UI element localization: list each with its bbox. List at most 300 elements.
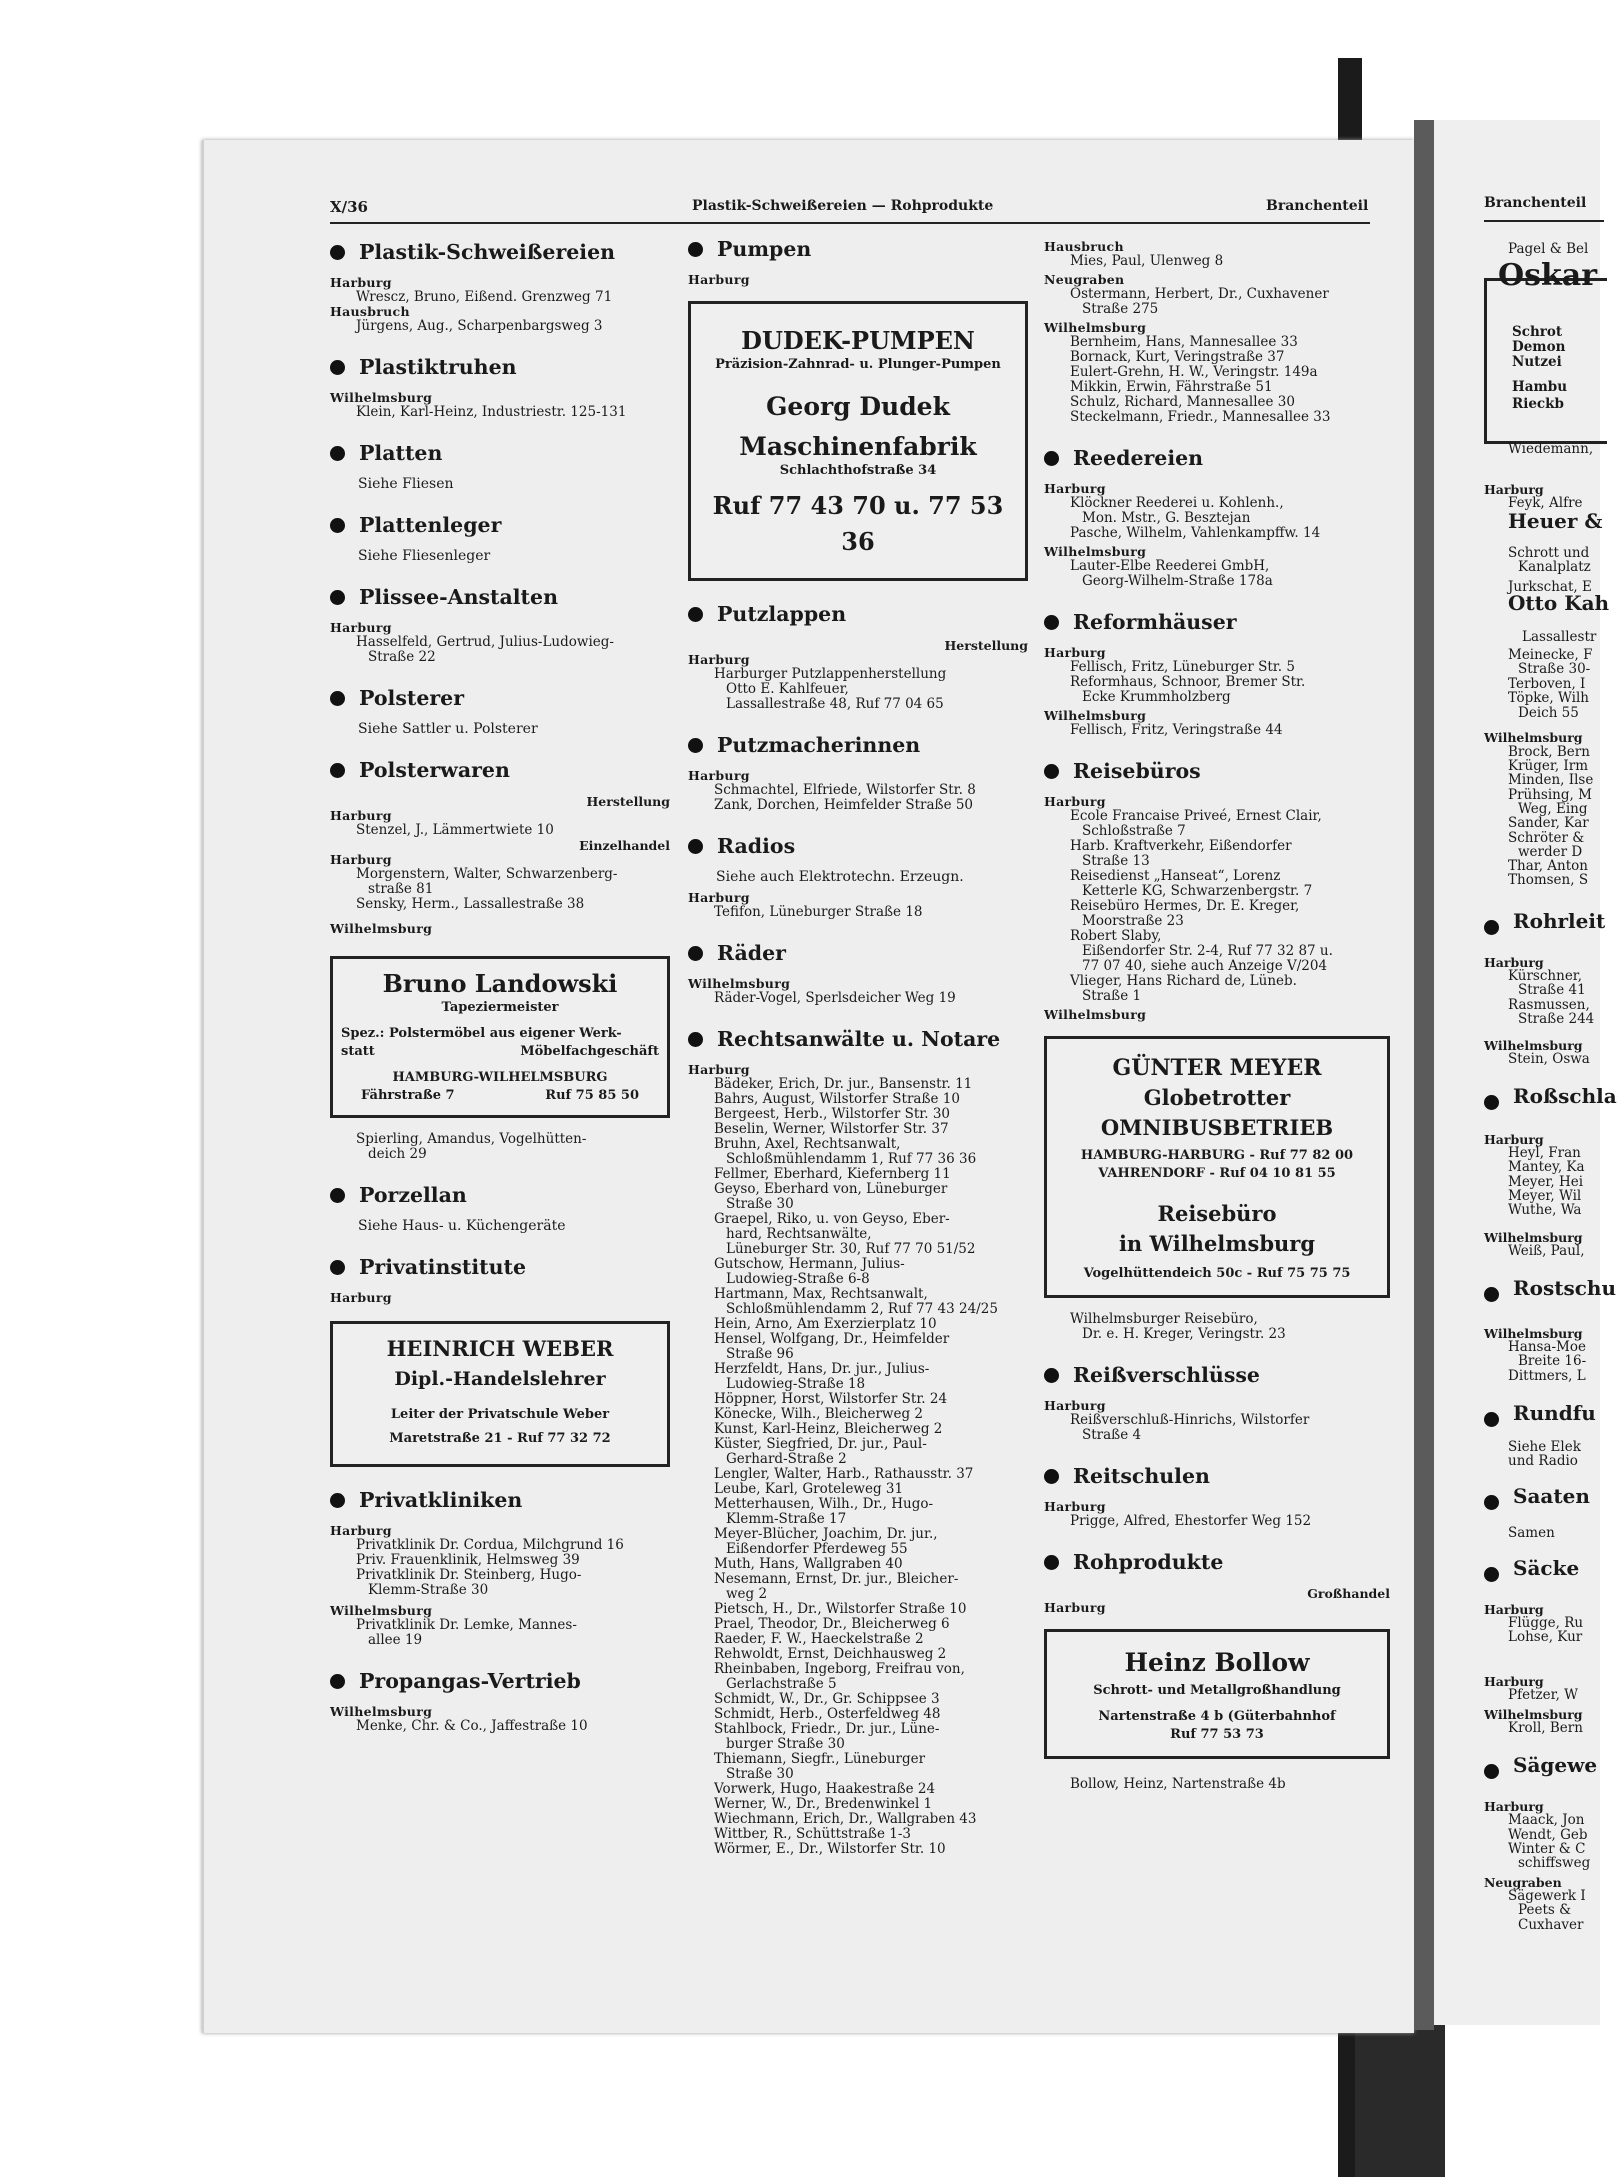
entry: Fellisch, Fritz, Veringstraße 44 — [1070, 722, 1283, 738]
adjacent-entry: Siehe Elek — [1508, 1439, 1581, 1455]
entry-continued: Straße 1 — [1082, 988, 1142, 1004]
heading-plastiktruhen: Plastiktruhen — [330, 360, 670, 375]
heading-rechtsanwaelte: Rechtsanwälte u. Notare — [688, 1032, 1028, 1047]
entry-continued: Eißendorfer Pferdeweg 55 — [726, 1541, 908, 1557]
adjacent-entry: Breite 16- — [1518, 1353, 1587, 1369]
bullet-icon — [1044, 1368, 1059, 1383]
adjacent-entry: Meyer, Hei — [1508, 1174, 1584, 1190]
adjacent-entry: Dittmers, L — [1508, 1368, 1586, 1384]
bottom-binding-shadow — [1355, 2010, 1445, 2177]
entry: Eulert-Grehn, H. W., Veringstr. 149a — [1070, 364, 1318, 380]
place-label: Wilhelmsburg — [1044, 320, 1147, 335]
bullet-icon — [1044, 615, 1059, 630]
entry: Höppner, Horst, Wilstorfer Str. 24 — [714, 1391, 948, 1407]
bullet-icon — [1484, 1095, 1499, 1110]
entry-continued: Straße 22 — [368, 649, 436, 665]
place-label: Neugraben — [1044, 272, 1125, 287]
place-label: Wilhelmsburg — [330, 1603, 433, 1618]
ad-phone: Ruf 75 85 50 — [545, 1088, 639, 1103]
bullet-icon — [1484, 1095, 1513, 1110]
entry: Schmachtel, Elfriede, Wilstorfer Str. 8 — [714, 782, 976, 798]
entry: Stenzel, J., Lämmertwiete 10 — [356, 822, 554, 838]
adjacent-entry: schiffsweg — [1518, 1855, 1591, 1871]
entry: Graepel, Riko, u. von Geyso, Eber- — [714, 1211, 950, 1227]
entry-continued: Schloßmühlendamm 2, Ruf 77 43 24/25 — [726, 1301, 998, 1317]
ad-line: statt — [341, 1044, 375, 1059]
entry: Ecole Francaise Priveé, Ernest Clair, — [1070, 808, 1322, 824]
entry-continued: Straße 96 — [726, 1346, 794, 1362]
entry: Ostermann, Herbert, Dr., Cuxhavener — [1070, 286, 1329, 302]
entry-continued: Moorstraße 23 — [1082, 913, 1184, 929]
place-label: Wilhelmsburg — [330, 1704, 433, 1719]
ad-line: in Wilhelmsburg — [1118, 1231, 1316, 1256]
entry: Harb. Kraftverkehr, Eißendorfer — [1070, 838, 1292, 854]
entry: Prigge, Alfred, Ehestorfer Weg 152 — [1070, 1513, 1312, 1529]
adjacent-place-label: Neugraben — [1484, 1875, 1562, 1890]
entry: Reisebüro Hermes, Dr. E. Kreger, — [1070, 898, 1300, 914]
bullet-icon — [1484, 1764, 1513, 1779]
entry-continued: Ecke Krummholzberg — [1082, 689, 1231, 705]
ad-line: HAMBURG-WILHELMSBURG — [392, 1070, 608, 1085]
adjacent-entry: Jurkschat, E — [1508, 579, 1592, 595]
entry: Metterhausen, Wilh., Dr., Hugo- — [714, 1496, 934, 1512]
adjacent-entry: Samen — [1508, 1525, 1555, 1541]
entry: Vorwerk, Hugo, Haakestraße 24 — [714, 1781, 936, 1797]
adjacent-entry: Stein, Oswa — [1508, 1051, 1590, 1067]
adjacent-entry: Brock, Bern — [1508, 744, 1590, 760]
adjacent-entry: Prühsing, M — [1508, 787, 1592, 803]
ad-phone: HAMBURG-HARBURG - Ruf 77 82 00 — [1080, 1148, 1354, 1163]
entry: Zank, Dorchen, Heimfelder Straße 50 — [714, 797, 974, 813]
entry-continued: Dr. e. H. Kreger, Veringstr. 23 — [1082, 1326, 1286, 1342]
entry: Privatklinik Dr. Steinberg, Hugo- — [356, 1567, 582, 1583]
advertisement-bollow — [1044, 1629, 1390, 1759]
entry: Schmidt, W., Dr., Gr. Schippsee 3 — [714, 1691, 940, 1707]
ad-phone: Maretstraße 21 - Ruf 77 32 72 — [389, 1431, 611, 1446]
place-label: Harburg — [1044, 794, 1106, 809]
entry: Schulz, Richard, Mannesallee 30 — [1070, 394, 1295, 410]
adjacent-entry: Winter & C — [1508, 1841, 1586, 1857]
adjacent-entry: Cuxhaver — [1518, 1917, 1584, 1933]
adjacent-entry: Pfetzer, W — [1508, 1687, 1579, 1703]
heading-polsterwaren: Polsterwaren — [330, 763, 670, 778]
adjacent-entry: Peets & — [1518, 1902, 1572, 1918]
see-reference: Siehe Fliesen — [358, 476, 454, 492]
place-label: Harburg — [1044, 481, 1106, 496]
adjacent-entry: Mantey, Ka — [1508, 1159, 1585, 1175]
place-label: Wilhelmsburg — [688, 976, 791, 991]
entry: Wiechmann, Erich, Dr., Wallgraben 43 — [714, 1811, 977, 1827]
entry: Muth, Hans, Wallgraben 40 — [714, 1556, 903, 1572]
ad-address: Nartenstraße 4 b (Güterbahnhof — [1098, 1709, 1336, 1724]
entry: Lengler, Walter, Harb., Rathausstr. 37 — [714, 1466, 974, 1482]
bullet-icon — [330, 1188, 345, 1203]
entry-continued: Gerhard-Straße 2 — [726, 1451, 847, 1467]
adjacent-place-label: Wilhelmsburg — [1484, 730, 1583, 745]
entry: Schmidt, Herb., Osterfeldweg 48 — [714, 1706, 941, 1722]
entry: Hensel, Wolfgang, Dr., Heimfelder — [714, 1331, 950, 1347]
heading-reitschulen: Reitschulen — [1044, 1469, 1390, 1484]
adjacent-entry: Lassallestr — [1522, 629, 1597, 645]
entry: Beselin, Werner, Wilstorfer Str. 37 — [714, 1121, 949, 1137]
adjacent-heading: Rohrleit — [1513, 909, 1606, 933]
entry: Hartmann, Max, Rechtsanwalt, — [714, 1286, 928, 1302]
bullet-icon — [688, 946, 703, 961]
entry: Herzfeldt, Hans, Dr. jur., Julius- — [714, 1361, 930, 1377]
adjacent-place-label: Nutzei — [1512, 354, 1562, 370]
ad-address: Schlachthofstraße 34 — [779, 463, 937, 478]
entry: Harburger Putzlappenherstellung — [714, 666, 947, 682]
entry-continued: burger Straße 30 — [726, 1736, 845, 1752]
ad-address: Fährstraße 7 — [361, 1088, 455, 1103]
adjacent-place-label: Harburg — [1484, 1602, 1544, 1617]
page-header-title: Plastik-Schweißereien — Rohprodukte — [692, 198, 994, 214]
entry: Menke, Chr. & Co., Jaffestraße 10 — [356, 1718, 588, 1734]
entry: Wrescz, Bruno, Eißend. Grenzweg 71 — [356, 289, 613, 305]
place-label: Harburg — [330, 808, 392, 823]
entry: Bollow, Heinz, Nartenstraße 4b — [1070, 1776, 1286, 1792]
ad-name: HEINRICH WEBER — [386, 1336, 614, 1361]
heading-putzmacherinnen: Putzmacherinnen — [688, 738, 1028, 753]
ad-name: Heinz Bollow — [1124, 1648, 1310, 1677]
heading-plattenleger: Plattenleger — [330, 518, 670, 533]
bullet-icon — [330, 245, 345, 260]
entry: Nesemann, Ernst, Dr. jur., Bleicher- — [714, 1571, 959, 1587]
bullet-icon — [1484, 1495, 1499, 1510]
entry-continued: Straße 275 — [1082, 301, 1159, 317]
place-label: Wilhelmsburg — [330, 921, 433, 936]
adjacent-entry: Meyer, Wil — [1508, 1188, 1582, 1204]
adjacent-entry: Thar, Anton — [1508, 858, 1588, 874]
entry: Pasche, Wilhelm, Vahlenkampffw. 14 — [1070, 525, 1321, 541]
adjacent-entry: Schröter & — [1508, 830, 1585, 846]
wilhelmsburg-list — [1044, 335, 1390, 425]
place-label: Harburg — [688, 1062, 750, 1077]
entry: Wörmer, E., Dr., Wilstorfer Str. 10 — [714, 1841, 946, 1857]
adjacent-place-label: Harburg — [1484, 1799, 1544, 1814]
ad-line: Reisebüro — [1157, 1201, 1277, 1226]
place-label: Harburg — [688, 652, 750, 667]
adjacent-entry: Thomsen, S — [1508, 872, 1589, 888]
bullet-icon — [1484, 1764, 1499, 1779]
heading-reisebueros: Reisebüros — [1044, 764, 1390, 779]
heading-reissverschluesse: Reißverschlüsse — [1044, 1368, 1390, 1383]
see-reference: Siehe auch Elektrotechn. Erzeugn. — [716, 869, 964, 885]
bullet-icon — [1484, 1412, 1513, 1427]
bullet-icon — [1044, 764, 1059, 779]
place-label: Harburg — [1044, 1600, 1106, 1615]
bullet-icon — [1484, 1567, 1513, 1582]
adjacent-entry: Hansa-Moe — [1508, 1339, 1586, 1355]
entry: Mikkin, Erwin, Fährstraße 51 — [1070, 379, 1273, 395]
entry-continued: hard, Rechtsanwälte, — [726, 1226, 872, 1242]
entry: Privatklinik Dr. Lemke, Mannes- — [356, 1617, 577, 1633]
entry: Bornack, Kurt, Veringstraße 37 — [1070, 349, 1285, 365]
entry: Leube, Karl, Groteleweg 31 — [714, 1481, 904, 1497]
entry: Könecke, Wilh., Bleicherweg 2 — [714, 1406, 923, 1422]
bullet-icon — [1044, 1469, 1059, 1484]
entry-continued: Straße 13 — [1082, 853, 1150, 869]
adjacent-entry: Oskar — [1498, 258, 1598, 293]
adjacent-header-rule — [1484, 220, 1604, 222]
heading-raeder: Räder — [688, 946, 1028, 961]
entry: Thiemann, Siegfr., Lüneburger — [714, 1751, 926, 1767]
adjacent-place-label: Demon — [1512, 339, 1566, 355]
place-label: Hausbruch — [330, 304, 410, 319]
heading-propangas-vertrieb: Propangas-Vertrieb — [330, 1674, 670, 1689]
ad-line: OMNIBUSBETRIEB — [1100, 1115, 1334, 1140]
ad-name: DUDEK-PUMPEN — [741, 326, 975, 355]
adjacent-entry: Sägewerk I — [1508, 1888, 1586, 1904]
entry-continued: Straße 4 — [1082, 1427, 1142, 1443]
entry: Rheinbaben, Ingeborg, Freifrau von, — [714, 1661, 965, 1677]
bullet-icon — [1484, 1412, 1499, 1427]
ad-line: Tapeziermeister — [441, 1000, 559, 1015]
entry: Jürgens, Aug., Scharpenbargsweg 3 — [356, 318, 603, 334]
column-3 — [1044, 240, 1390, 1792]
adjacent-entry: Straße 41 — [1518, 982, 1586, 998]
adjacent-place-label: Harburg — [1484, 955, 1544, 970]
entry: Reißverschluß-Hinrichs, Wilstorfer — [1070, 1412, 1310, 1428]
bullet-icon — [1484, 1495, 1513, 1510]
adjacent-entry: Kürschner, — [1508, 968, 1583, 984]
see-reference: Siehe Haus- u. Küchengeräte — [358, 1218, 566, 1234]
entry-continued: Schloßstraße 7 — [1082, 823, 1186, 839]
entry: Reformhaus, Schnoor, Bremer Str. — [1070, 674, 1306, 690]
lawyers-list — [688, 1077, 1028, 1857]
entry-continued: Ludowieg-Straße 18 — [726, 1376, 866, 1392]
adjacent-place-label: Rieckb — [1512, 396, 1564, 412]
page-number: X/36 — [330, 198, 368, 216]
adjacent-place-label: Harburg — [1484, 1674, 1544, 1689]
entry-continued: allee 19 — [368, 1632, 423, 1648]
heading-radios: Radios — [688, 839, 1028, 854]
entry-continued: Straße 30 — [726, 1766, 794, 1782]
entry: Reisedienst „Hanseat“, Lorenz — [1070, 868, 1281, 884]
bullet-icon — [688, 738, 703, 753]
entry: Wilhelmsburger Reisebüro, — [1070, 1311, 1258, 1327]
heading-privatinstitute: Privatinstitute — [330, 1260, 670, 1275]
place-label: Harburg — [688, 768, 750, 783]
place-label: Harburg — [1044, 1499, 1106, 1514]
ad-line: Globetrotter — [1143, 1085, 1291, 1110]
place-label: Harburg — [688, 890, 750, 905]
ad-line: Präzision-Zahnrad- u. Plunger-Pumpen — [715, 357, 1001, 372]
adjacent-entry: Weg, Eing — [1518, 801, 1588, 817]
adjacent-entry: Deich 55 — [1518, 705, 1579, 721]
entry: Gutschow, Hermann, Julius- — [714, 1256, 905, 1272]
ad-name: Bruno Landowski — [382, 969, 618, 998]
entry: Küster, Siegfried, Dr. jur., Paul- — [714, 1436, 927, 1452]
advertisement-weber — [330, 1321, 670, 1467]
entry: Priv. Frauenklinik, Helmsweg 39 — [356, 1552, 580, 1568]
ad-phone: Ruf 77 43 70 u. 77 53 36 — [712, 491, 1004, 556]
adjacent-entry: Sander, Kar — [1508, 815, 1589, 831]
entry: Stahlbock, Friedr., Dr. jur., Lüne- — [714, 1721, 940, 1737]
adjacent-entry: Wiedemann, — [1508, 441, 1594, 457]
adjacent-place-label: Harburg — [1484, 1132, 1544, 1147]
heading-rohprodukte: Rohprodukte — [1044, 1555, 1390, 1570]
column-1 — [330, 240, 670, 1734]
adjacent-place-label: Wilhelmsburg — [1484, 1038, 1583, 1053]
adjacent-place-label: Wilhelmsburg — [1484, 1707, 1583, 1722]
adjacent-entry: Kanalplatz — [1518, 559, 1591, 575]
entry: Spierling, Amandus, Vogelhütten- — [356, 1131, 587, 1147]
entry: Fellisch, Fritz, Lüneburger Str. 5 — [1070, 659, 1295, 675]
entry: Morgenstern, Walter, Schwarzenberg- — [356, 866, 618, 882]
adjacent-entry: Rasmussen, — [1508, 997, 1590, 1013]
bullet-icon — [330, 1493, 345, 1508]
bullet-icon — [330, 691, 345, 706]
entry-continued: Klemm-Straße 30 — [368, 1582, 489, 1598]
adjacent-section-label: Branchenteil — [1484, 195, 1587, 211]
advertisement-landowski — [330, 956, 670, 1118]
ad-name: Georg Dudek — [766, 392, 950, 421]
entry: Klein, Karl-Heinz, Industriestr. 125-131 — [356, 404, 627, 420]
place-label: Harburg — [330, 275, 392, 290]
heading-polsterer: Polsterer — [330, 691, 670, 706]
bullet-icon — [688, 242, 703, 257]
bullet-icon — [330, 763, 345, 778]
adjacent-entry: Lohse, Kur — [1508, 1629, 1583, 1645]
entry-continued: Klemm-Straße 17 — [726, 1511, 847, 1527]
bullet-icon — [1484, 1287, 1513, 1302]
business-type-label: Herstellung — [586, 794, 670, 809]
entry-continued: straße 81 — [368, 881, 434, 897]
heading-porzellan: Porzellan — [330, 1188, 670, 1203]
ad-line: Spez.: Polstermöbel aus eigener Werk- — [341, 1026, 622, 1041]
bullet-icon — [688, 839, 703, 854]
adjacent-place-label: Hambu — [1512, 379, 1568, 395]
advertisement-dudek — [688, 301, 1028, 581]
entry-continued: Georg-Wilhelm-Straße 178a — [1082, 573, 1273, 589]
ad-phone: Ruf 77 53 73 — [1170, 1727, 1264, 1742]
ad-name: GÜNTER MEYER — [1112, 1055, 1322, 1081]
adjacent-heading: Saaten — [1513, 1484, 1590, 1508]
entry: Mies, Paul, Ulenweg 8 — [1070, 253, 1224, 269]
adjacent-entry: Krüger, Irm — [1508, 758, 1589, 774]
heading-reedereien: Reedereien — [1044, 451, 1390, 466]
entry: Wittber, R., Schüttstraße 1-3 — [714, 1826, 911, 1842]
ad-line: Leiter der Privatschule Weber — [390, 1407, 610, 1422]
entry: Fellmer, Eberhard, Kiefernberg 11 — [714, 1166, 951, 1182]
business-type-label: Großhandel — [1307, 1586, 1390, 1601]
entry-continued: 77 07 40, siehe auch Anzeige V/204 — [1082, 958, 1328, 974]
header-rule — [330, 222, 1370, 224]
entry-continued: Ludowieg-Straße 6-8 — [726, 1271, 870, 1287]
entry: Lauter-Elbe Reederei GmbH, — [1070, 558, 1270, 574]
entry: Robert Slaby, — [1070, 928, 1162, 944]
entry-continued: Lüneburger Str. 30, Ruf 77 70 51/52 — [726, 1241, 976, 1257]
bullet-icon — [330, 360, 345, 375]
adjacent-entry: Wendt, Geb — [1508, 1827, 1588, 1843]
entry-continued: Schloßmühlendamm 1, Ruf 77 36 36 — [726, 1151, 977, 1167]
ad-line: Möbelfachgeschäft — [520, 1044, 659, 1059]
place-label: Harburg — [688, 272, 750, 287]
adjacent-place-label: Wilhelmsburg — [1484, 1230, 1583, 1245]
heading-plissee-anstalten: Plissee-Anstalten — [330, 590, 670, 605]
travel-agencies-list — [1044, 809, 1390, 1004]
place-label: Wilhelmsburg — [1044, 708, 1147, 723]
entry-continued: Straße 30 — [726, 1196, 794, 1212]
business-type-label: Herstellung — [944, 638, 1028, 653]
entry: Raeder, F. W., Haeckelstraße 2 — [714, 1631, 924, 1647]
adjacent-heading: Rundfu — [1513, 1401, 1596, 1425]
bullet-icon — [688, 607, 703, 622]
bullet-icon — [330, 518, 345, 533]
entry-continued: Otto E. Kahlfeuer, — [726, 681, 849, 697]
bullet-icon — [1044, 1555, 1059, 1570]
adjacent-heading: Säcke — [1513, 1556, 1580, 1580]
column-2 — [688, 237, 1028, 1857]
entry: Sensky, Herm., Lassallestraße 38 — [356, 896, 585, 912]
advertisement-meyer — [1044, 1036, 1390, 1298]
bullet-icon — [330, 590, 345, 605]
business-type-label: Einzelhandel — [579, 838, 670, 853]
adjacent-entry: Heuer & — [1508, 509, 1603, 533]
heading-reformhaeuser: Reformhäuser — [1044, 615, 1390, 630]
entry: Werner, W., Dr., Bredenwinkel 1 — [714, 1796, 933, 1812]
entry: Pietsch, H., Dr., Wilstorfer Straße 10 — [714, 1601, 967, 1617]
entry: Bädeker, Erich, Dr. jur., Bansenstr. 11 — [714, 1076, 973, 1092]
bullet-icon — [330, 1260, 345, 1275]
heading-plastik-schweissereien: Plastik-Schweißereien — [330, 245, 670, 260]
entry: Bernheim, Hans, Mannesallee 33 — [1070, 334, 1298, 350]
adjacent-entry: Töpke, Wilh — [1508, 690, 1589, 706]
place-label: Harburg — [330, 852, 392, 867]
bullet-icon — [1484, 920, 1499, 935]
adjacent-entry: Otto Kah — [1508, 591, 1610, 615]
place-label: Wilhelmsburg — [1044, 544, 1147, 559]
entry: Geyso, Eberhard von, Lüneburger — [714, 1181, 948, 1197]
adjacent-entry: Wuthe, Wa — [1508, 1202, 1582, 1218]
entry: Bahrs, August, Wilstorfer Straße 10 — [714, 1091, 960, 1107]
adjacent-page — [1434, 120, 1617, 2025]
entry: Prael, Theodor, Dr., Bleicherweg 6 — [714, 1616, 950, 1632]
adjacent-entry: Meinecke, F — [1508, 647, 1593, 663]
adjacent-heading: Roßschla — [1513, 1084, 1617, 1108]
entry: Hasselfeld, Gertrud, Julius-Ludowieg- — [356, 634, 614, 650]
adjacent-entry: Flügge, Ru — [1508, 1615, 1584, 1631]
entry: Steckelmann, Friedr., Mannesallee 33 — [1070, 409, 1331, 425]
ad-line: Maschinenfabrik — [739, 432, 977, 461]
directory-page — [202, 140, 1414, 2033]
entry-continued: weg 2 — [726, 1586, 768, 1602]
entry: Meyer-Blücher, Joachim, Dr. jur., — [714, 1526, 938, 1542]
entry: Tefifon, Lüneburger Straße 18 — [714, 904, 923, 920]
entry-continued: Lassallestraße 48, Ruf 77 04 65 — [726, 696, 944, 712]
adjacent-entry: Schrott und — [1508, 545, 1590, 561]
adjacent-place-label: Wilhelmsburg — [1484, 1326, 1583, 1341]
place-label: Harburg — [330, 1290, 392, 1305]
adjacent-entry: werder D — [1518, 844, 1583, 860]
ad-phone: VAHRENDORF - Ruf 04 10 81 55 — [1098, 1166, 1336, 1181]
entry: Bruhn, Axel, Rechtsanwalt, — [714, 1136, 901, 1152]
adjacent-place-label: Harburg — [1484, 482, 1544, 497]
entry-continued: deich 29 — [368, 1146, 427, 1162]
section-label: Branchenteil — [1266, 198, 1369, 214]
entry-continued: Ketterle KG, Schwarzenbergstr. 7 — [1082, 883, 1313, 899]
entry: Privatklinik Dr. Cordua, Milchgrund 16 — [356, 1537, 624, 1553]
see-reference: Siehe Sattler u. Polsterer — [358, 721, 538, 737]
place-label: Harburg — [1044, 1398, 1106, 1413]
heading-privatkliniken: Privatkliniken — [330, 1493, 670, 1508]
adjacent-entry: Pagel & Bel — [1508, 241, 1589, 257]
adjacent-entry: Feyk, Alfre — [1508, 495, 1583, 511]
entry-continued: Eißendorfer Str. 2-4, Ruf 77 32 87 u. — [1082, 943, 1333, 959]
place-label: Harburg — [1044, 645, 1106, 660]
entry-continued: Gerlachstraße 5 — [726, 1676, 837, 1692]
